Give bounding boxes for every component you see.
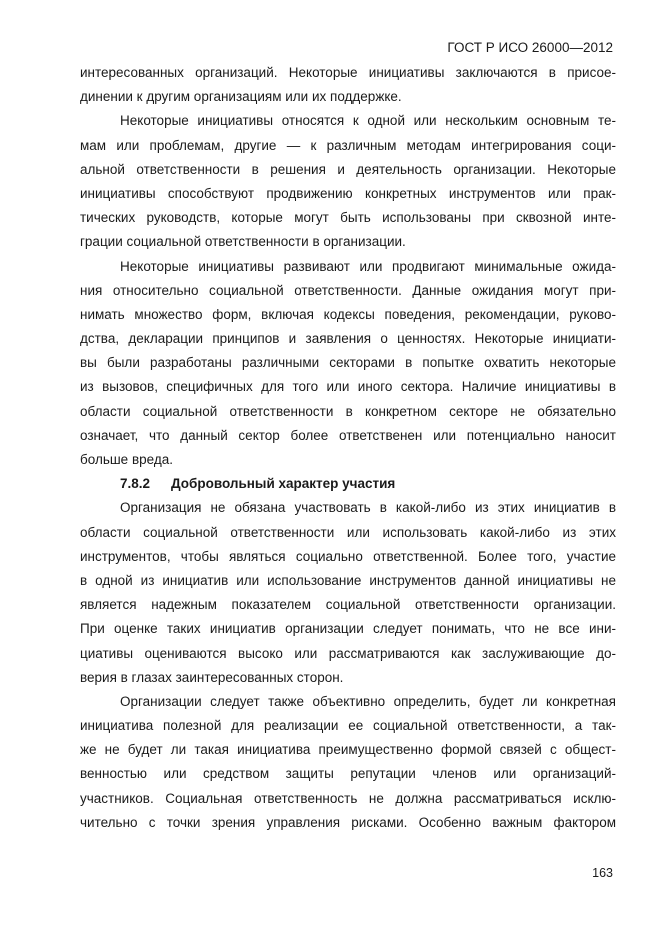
paragraph-line: означает, что данный сектор более ответственен или потенциально наносит	[80, 427, 616, 443]
paragraph-line: участников. Социальная ответственность не должна рассматриваться исклю-	[80, 790, 616, 806]
paragraph-line: Некоторые инициативы развивают или продвигают минимальные ожида-	[120, 258, 616, 274]
paragraphs-before-section	[80, 61, 616, 472]
paragraph-line: динении к другим организациям или их поддержке.	[80, 89, 402, 105]
paragraph	[80, 109, 616, 254]
paragraph	[80, 255, 616, 473]
paragraph-line: инициативы способствуют продвижению конкретных инструментов или прак-	[80, 185, 616, 201]
paragraph-line: вы были разработаны различными секторами в попытке охватить некоторые	[80, 355, 616, 371]
section-number: 7.8.2	[120, 476, 151, 492]
paragraph-line: чительно с точки зрения управления рисками. Особенно важным фактором	[80, 814, 616, 830]
paragraph-line: тических руководств, которые могут быть использованы при сквозной инте-	[80, 210, 616, 226]
paragraph-line: При оценке таких инициатив организации следует понимать, что не все ини-	[80, 621, 616, 637]
paragraph-line: инструментов, чтобы являться социально ответственной. Более того, участие	[80, 548, 616, 564]
page-number: 163	[592, 866, 613, 880]
paragraph-line: дства, декларации принципов и заявления о ценностях. Некоторые инициати-	[80, 331, 616, 347]
section-title: Добровольный характер участия	[171, 476, 396, 492]
paragraph	[80, 690, 616, 835]
paragraph-line: верия в глазах заинтересованных сторон.	[80, 669, 344, 685]
paragraph-line: Организации следует также объективно определить, будет ли конкретная	[120, 693, 616, 709]
paragraph-line: циативы оцениваются высоко или рассматриваются как заслуживающие до-	[80, 645, 616, 661]
paragraph-line: нимать множество форм, включая кодексы поведения, рекомендации, руково-	[80, 306, 616, 322]
paragraph-line: ния относительно социальной ответственности. Данные ожидания могут при-	[80, 282, 616, 298]
paragraph-line: области социальной ответственности или использовать какой-либо из этих	[80, 524, 616, 540]
paragraph-line: грации социальной ответственности в организации.	[80, 234, 406, 250]
paragraphs-after-section	[80, 496, 616, 835]
document-body	[80, 61, 616, 835]
paragraph-line: мам или проблемам, другие — к различным методам интегрирования соци-	[80, 137, 616, 153]
paragraph-line: Некоторые инициативы относятся к одной или нескольким основным те-	[120, 113, 616, 129]
section-heading	[80, 472, 616, 496]
paragraph-line: венностью или средством защиты репутации членов или организаций-	[80, 766, 616, 782]
paragraph-line: интересованных организаций. Некоторые инициативы заключаются в присое-	[80, 65, 616, 80]
paragraph	[80, 496, 616, 690]
paragraph-line: является надежным показателем социальной ответственности организации.	[80, 597, 616, 613]
document-code-header: ГОСТ Р ИСО 26000—2012	[447, 40, 613, 55]
paragraph-line: в одной из инициатив или использование инструментов данной инициативы не	[80, 572, 616, 588]
paragraph-line: инициатива полезной для реализации ее социальной ответственности, а так-	[80, 718, 616, 734]
paragraph-line: Организация не обязана участвовать в какой-либо из этих инициатив в	[120, 500, 616, 516]
paragraph-line: из вызовов, специфичных для того или иного сектора. Наличие инициативы в	[80, 379, 616, 395]
paragraph-line: больше вреда.	[80, 452, 173, 467]
paragraph	[80, 61, 616, 109]
paragraph-line: альной ответственности в решения и деятельность организации. Некоторые	[80, 161, 616, 177]
paragraph-line: же не будет ли такая инициатива преимущественно формой связей с общест-	[80, 742, 616, 758]
paragraph-line: области социальной ответственности в конкретном секторе не обязательно	[80, 403, 616, 419]
